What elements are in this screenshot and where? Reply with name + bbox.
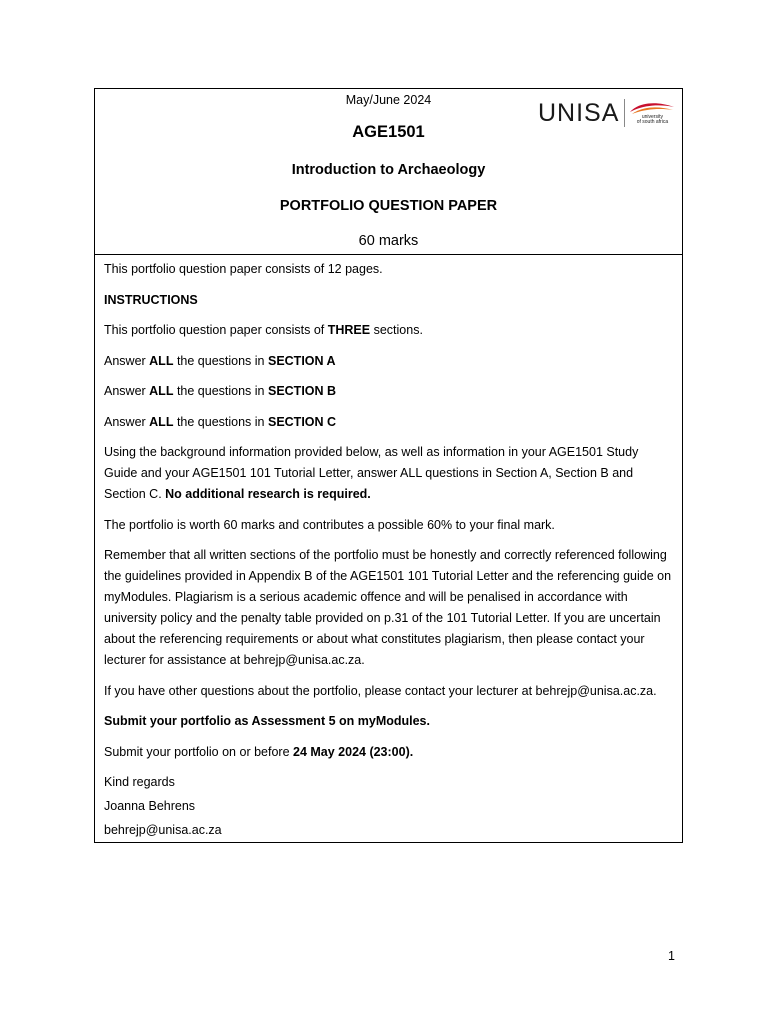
signoff: Kind regards bbox=[104, 775, 175, 789]
course-code: AGE1501 bbox=[352, 123, 425, 141]
submit-instruction: Submit your portfolio as Assessment 5 on myModules. bbox=[104, 714, 430, 728]
course-title: Introduction to Archaeology bbox=[291, 162, 486, 178]
signer-name: Joanna Behrens bbox=[104, 799, 196, 813]
worth-paragraph: The portfolio is worth 60 marks and contributes a possible 60% to your final mark. bbox=[104, 517, 555, 532]
pages-note: This portfolio question paper consists of 12 pages. bbox=[104, 262, 383, 276]
section-b-line: Answer ALL the questions in SECTION B bbox=[104, 384, 337, 398]
signer-email: behrejp@unisa.ac.za bbox=[104, 823, 222, 837]
background-paragraph: Using the background information provided below, as well as information in your AGE1501 Study Guide and your AGE1501 101 Tutorial Letter, answer ALL questions in Section A, Section B and Section C. No additional research is required. bbox=[104, 445, 639, 501]
logo-divider bbox=[624, 99, 625, 127]
logo-emblem bbox=[629, 101, 675, 126]
sections-line: This portfolio question paper consists of THREE sections. bbox=[104, 323, 423, 337]
cover-header bbox=[95, 89, 682, 255]
logo-wordmark: UNISA bbox=[538, 98, 620, 127]
questions-paragraph: If you have other questions about the portfolio, please contact your lecturer at behrejp@unisa.ac.za. bbox=[104, 683, 657, 698]
unisa-logo bbox=[538, 97, 678, 129]
exam-date: May/June 2024 bbox=[345, 93, 432, 107]
instructions-body bbox=[95, 255, 682, 842]
total-marks: 60 marks bbox=[358, 233, 419, 249]
logo-tagline-1: university bbox=[641, 113, 663, 120]
flame-icon bbox=[629, 101, 675, 115]
question-paper-frame bbox=[94, 88, 683, 843]
section-c-line: Answer ALL the questions in SECTION C bbox=[104, 414, 337, 429]
page-number: 1 bbox=[668, 949, 675, 963]
logo-tagline-2: of south africa bbox=[636, 119, 669, 125]
instructions-heading: INSTRUCTIONS bbox=[104, 292, 198, 307]
referencing-paragraph: Remember that all written sections of the portfolio must be honestly and correctly referenced following the guidelines provided in Appendix B of the AGE1501 101 Tutorial Letter and the referencing guide on myModules. Plagiarism is a serious academic offence and will be penalised in accordance with university policy and the penalty table provided on p.31 of the 101 Tutorial Letter. If you are uncertain about the referencing requirements or about what constitutes plagiarism, then please contact your lecturer for assistance at behrejp@unisa.ac.za. bbox=[104, 548, 672, 667]
deadline-line: Submit your portfolio on or before 24 May 2024 (23:00). bbox=[104, 744, 414, 759]
section-a-line: Answer ALL the questions in SECTION A bbox=[104, 353, 336, 368]
paper-title: PORTFOLIO QUESTION PAPER bbox=[279, 198, 498, 214]
